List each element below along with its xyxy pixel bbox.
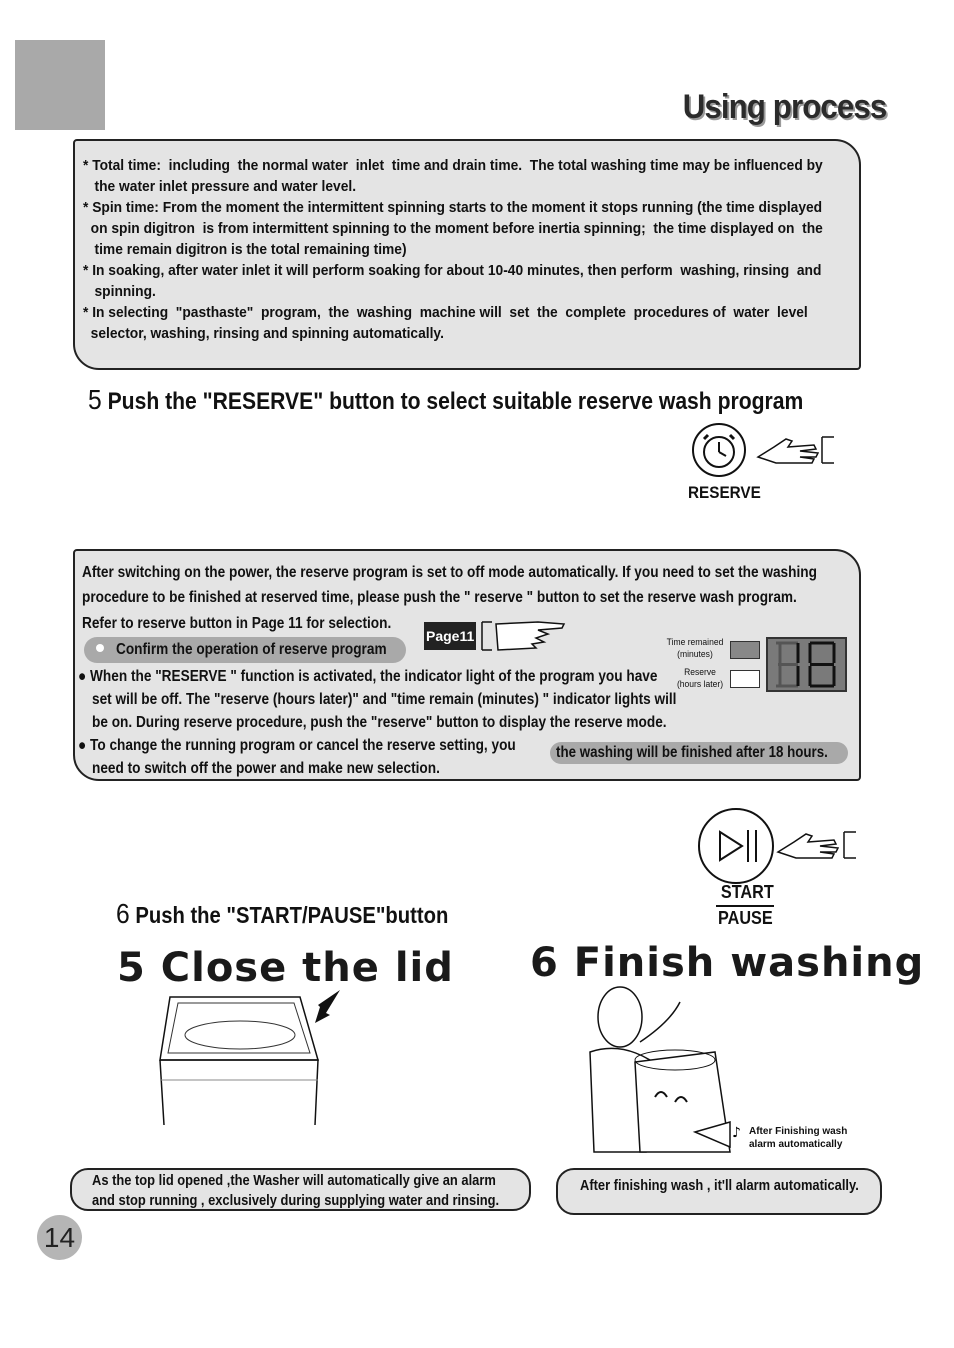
indicator-text: (minutes) bbox=[677, 649, 713, 659]
callout-text: After Finishing wash bbox=[749, 1126, 848, 1137]
seven-segment-digits bbox=[768, 639, 845, 690]
note-line: selector, washing, rinsing and spinning automatically. bbox=[83, 325, 444, 342]
step-text: Push the "RESERVE" button to select suitable reserve wash program bbox=[107, 388, 804, 415]
play-pause-icon bbox=[700, 810, 772, 882]
reserve-info-box bbox=[73, 549, 861, 781]
reserve-text-line: Refer to reserve button in Page 11 for selection. bbox=[82, 615, 392, 632]
woman-washer-illustration bbox=[580, 982, 750, 1157]
svg-text:♪: ♪ bbox=[732, 1125, 741, 1141]
corner-marker bbox=[15, 40, 105, 130]
notes-box bbox=[73, 139, 861, 370]
caption-line: and stop running , exclusively during supplying water and rinsing. bbox=[92, 1192, 500, 1209]
time-remained-indicator bbox=[730, 641, 760, 659]
page-title: Using process bbox=[682, 88, 886, 126]
caption-line: As the top lid opened ,the Washer will automatically give an alarm bbox=[92, 1172, 496, 1189]
confirm-pill bbox=[84, 637, 406, 663]
indicator-text: Time remained bbox=[666, 637, 724, 647]
start-label: START bbox=[720, 882, 774, 902]
time-remained-label bbox=[662, 636, 729, 660]
note-line: time remain digitron is the total remaining time) bbox=[83, 241, 407, 258]
bullet2-text: To change the running program or cancel the reserve setting, you bbox=[90, 737, 516, 754]
step-text: Push the "START/PAUSE"button bbox=[135, 902, 449, 928]
step-number: 6 bbox=[116, 898, 130, 929]
pointing-hand-icon bbox=[756, 433, 838, 467]
note-line: on spin digitron is from intermittent spinning to the moment before inertia spinning; the time displayed on the bbox=[83, 220, 823, 237]
step5-heading bbox=[88, 384, 803, 416]
finish-note-pill bbox=[550, 742, 848, 764]
caption-line: After finishing wash , it'll alarm automatically. bbox=[580, 1177, 859, 1194]
finish-callout bbox=[749, 1125, 847, 1151]
label-divider bbox=[716, 905, 774, 907]
finish-note: the washing will be finished after 18 hours. bbox=[556, 744, 828, 761]
reserve-button-label: RESERVE bbox=[688, 483, 761, 502]
step6-heading bbox=[116, 898, 448, 930]
finish-caption bbox=[556, 1168, 882, 1215]
reserve-button[interactable] bbox=[692, 423, 746, 477]
reserve-hours-indicator bbox=[730, 670, 760, 688]
pointing-hand-icon bbox=[478, 616, 568, 656]
pointing-hand-icon bbox=[776, 828, 858, 862]
bullet1-line: set will be off. The "reserve (hours later)" and "time remain (minutes) " indicator lights will bbox=[92, 691, 677, 708]
note-line: * Spin time: From the moment the intermittent spinning starts to the moment it stops running (the time displayed bbox=[83, 199, 823, 216]
clock-icon bbox=[694, 425, 744, 475]
note-line: * Total time: including the normal water inlet time and drain time. The total washing time may be influenced by bbox=[83, 157, 823, 174]
confirm-label: Confirm the operation of reserve program bbox=[116, 641, 387, 658]
bullet1-line: be on. During reserve procedure, push the "reserve" button to display the reserve mode. bbox=[92, 714, 667, 731]
step-number: 5 bbox=[88, 384, 102, 415]
note-line: * In selecting "pasthaste" program, the washing machine will set the complete procedures of water level bbox=[83, 304, 808, 321]
page-reference-tag: Page11 bbox=[424, 622, 476, 650]
washer-lid-illustration bbox=[150, 985, 360, 1130]
reserve-hours-label bbox=[668, 666, 733, 690]
start-pause-button[interactable] bbox=[698, 808, 774, 884]
bullet2-line: need to switch off the power and make new selection. bbox=[92, 760, 440, 777]
page-number: 14 bbox=[37, 1215, 82, 1260]
bullet1-line: ● When the "RESERVE " function is activated, the indicator light of the program you have bbox=[78, 668, 658, 685]
callout-text: alarm automatically bbox=[749, 1139, 843, 1150]
digital-display bbox=[766, 637, 847, 692]
bullet-dot bbox=[96, 644, 104, 652]
note-line: * In soaking, after water inlet it will perform soaking for about 10-40 minutes, then perform washing, rinsing and bbox=[83, 262, 822, 279]
indicator-text: Reserve bbox=[684, 667, 716, 677]
indicator-text: (hours later) bbox=[676, 679, 724, 689]
close-lid-heading: 5 Close the lid bbox=[117, 945, 454, 991]
pause-label: PAUSE bbox=[718, 908, 773, 928]
note-line: the water inlet pressure and water level. bbox=[83, 178, 357, 195]
bullet1-text: When the "RESERVE " function is activated, the indicator light of the program you have bbox=[90, 668, 658, 685]
finish-washing-heading: 6 Finish washing bbox=[530, 940, 925, 986]
reserve-text-line: After switching on the power, the reserve program is set to off mode automatically. If you need to set the washing bbox=[82, 564, 817, 581]
note-line: spinning. bbox=[83, 283, 156, 300]
bullet2-line: ● To change the running program or cancel the reserve setting, you bbox=[78, 737, 516, 754]
reserve-text-line: procedure to be finished at reserved time, please push the " reserve " button to set the reserve wash program. bbox=[82, 589, 797, 606]
close-lid-caption bbox=[70, 1168, 531, 1211]
